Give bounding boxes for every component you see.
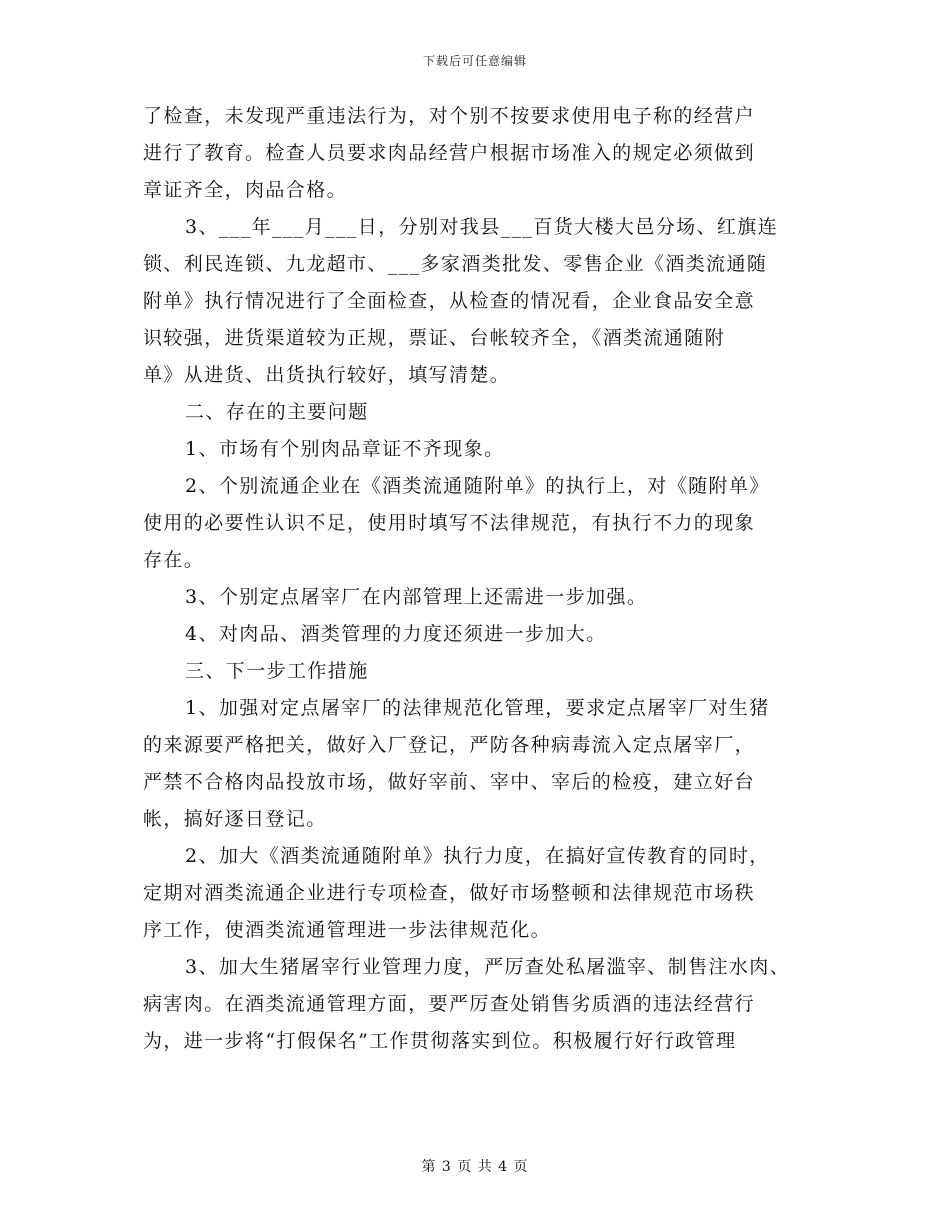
body-text-line: 帐，搞好逐日登记。 (143, 808, 327, 830)
body-text-line: 病害肉。在酒类流通管理方面，要严厉查处销售劣质酒的违法经营行 (143, 993, 756, 1015)
body-text-line: 存在。 (143, 549, 205, 571)
body-text-line: 序工作，使酒类流通管理进一步法律规范化。 (143, 919, 552, 941)
body-text-line: 进行了教育。检查人员要求肉品经营户根据市场准入的规定必须做到 (143, 142, 756, 164)
body-text-line: 了检查，未发现严重违法行为，对个别不按要求使用电子称的经营户 (143, 105, 756, 127)
body-text-line: 2、个别流通企业在《酒类流通随附单》的执行上，对《随附单》 (185, 475, 770, 497)
document-body (143, 98, 843, 1060)
body-text-line: 为，进一步将“打假保名”工作贯彻落实到位。积极履行好行政管理 (143, 1030, 737, 1052)
body-text-line: 二、存在的主要问题 (185, 401, 369, 423)
body-text-line: 3、___年___月___日，分别对我县___百货大楼大邑分场、红旗连 (185, 216, 779, 238)
body-text-line: 1、市场有个别肉品章证不齐现象。 (185, 438, 505, 460)
body-text-line: 1、加强对定点屠宰厂的法律规范化管理，要求定点屠宰厂对生猪 (185, 697, 770, 719)
body-text-line: 附单》执行情况进行了全面检查，从检查的情况看，企业食品安全意 (143, 290, 756, 312)
body-text-line: 识较强，进货渠道较为正规，票证、台帐较齐全，《酒类流通随附 (143, 327, 726, 349)
page-footer-page-number: 第 3 页 共 4 页 (421, 1159, 529, 1175)
body-text-line: 定期对酒类流通企业进行专项检查，做好市场整顿和法律规范市场秩 (143, 882, 756, 904)
body-text-line: 使用的必要性认识不足，使用时填写不法律规范，有执行不力的现象 (143, 512, 756, 534)
body-text-line: 2、加大《酒类流通随附单》执行力度，在搞好宣传教育的同时， (185, 845, 770, 867)
body-text-line: 严禁不合格肉品投放市场，做好宰前、宰中、宰后的检疫，建立好台 (143, 771, 756, 793)
body-text-line: 3、个别定点屠宰厂在内部管理上还需进一步加强。 (185, 586, 648, 608)
page-header-note: 下载后可任意编辑 (422, 54, 527, 68)
body-text-line: 单》从进货、出货执行较好，填写清楚。 (143, 364, 511, 386)
body-text-line: 3、加大生猪屠宰行业管理力度，严厉查处私屠滥宰、制售注水肉、 (185, 956, 791, 978)
body-text-line: 的来源要严格把关，做好入厂登记，严防各种病毒流入定点屠宰厂， (143, 734, 756, 756)
body-text-line: 章证齐全，肉品合格。 (143, 179, 348, 201)
body-text-line: 三、下一步工作措施 (185, 660, 369, 682)
body-text-line: 锁、利民连锁、九龙超市、___多家酒类批发、零售企业《酒类流通随 (143, 253, 768, 275)
body-text-line: 4、对肉品、酒类管理的力度还须进一步加大。 (185, 623, 607, 645)
